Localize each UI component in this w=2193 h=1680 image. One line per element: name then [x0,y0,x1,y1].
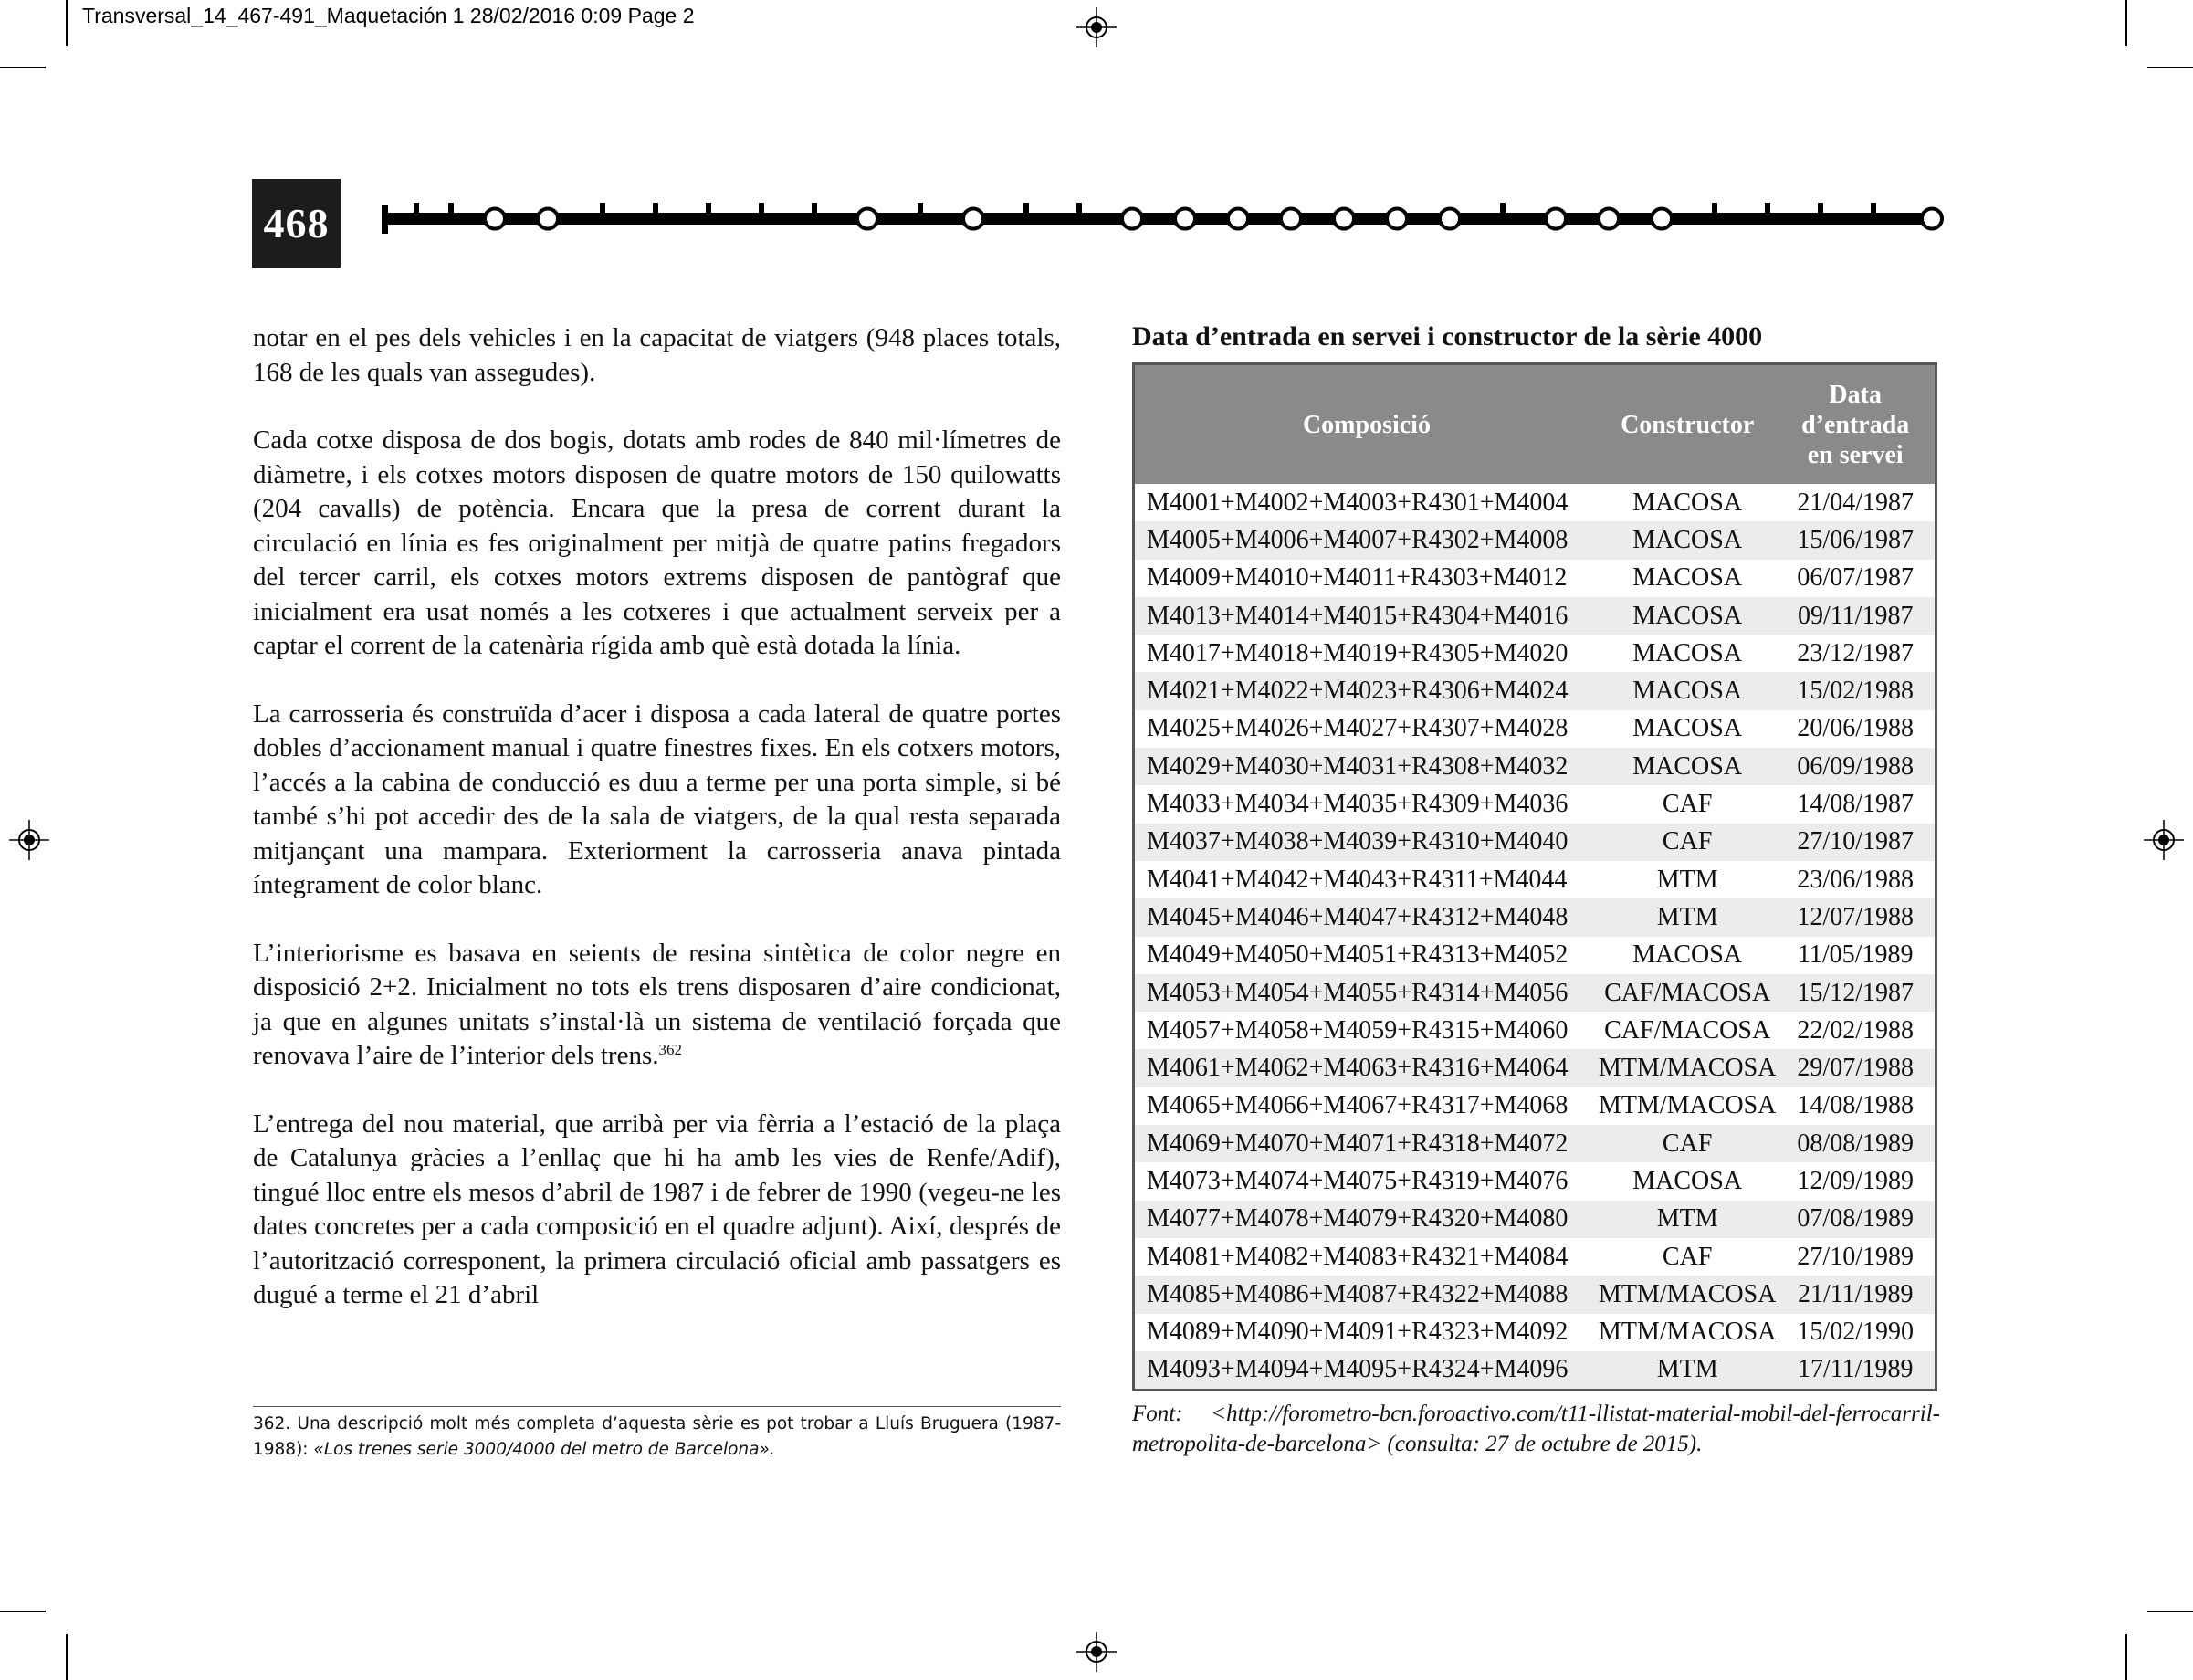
table-row [1135,521,1935,559]
track-tick [1023,203,1029,215]
registration-mark-left [9,820,49,860]
cell-constructor: MACOSA [1632,563,1743,593]
cell-composition: M4053+M4054+M4055+R4314+M4056 [1135,974,1599,1012]
station-circle [1599,209,1619,229]
cell-constructor: MTM/MACOSA [1599,1276,1776,1313]
cell-service-date: 07/08/1989 [1776,1201,1935,1238]
table-row [1135,672,1935,709]
track-tick [759,203,764,215]
column-header-constructor: Constructor [1599,365,1776,484]
registration-mark-top [1076,7,1117,47]
body-text [253,321,1061,1347]
table-row [1135,597,1935,635]
registration-mark-bottom [1076,1632,1117,1672]
track-tick [706,203,711,215]
table-row [1135,1125,1935,1162]
table-row [1135,748,1935,785]
cell-composition: M4029+M4030+M4031+R4308+M4032 [1135,748,1599,785]
table-source: Font: <http://forometro-bcn.foroactivo.com/t11-llistat-material-mobil-del-ferrocarril-metropolita-de-barcelona> (consulta: 27 de octubre de 2015). [1132,1402,1940,1456]
cell-service-date: 20/06/1988 [1797,714,1914,743]
cell-constructor: CAF [1599,824,1776,861]
cell-composition: M4061+M4062+M4063+R4316+M4064 [1135,1049,1599,1087]
station-circle [1387,209,1407,229]
cell-constructor: CAF [1599,1125,1776,1162]
cell-constructor: MACOSA [1599,748,1776,785]
cell-composition: M4045+M4046+M4047+R4312+M4048 [1135,898,1599,936]
table-row [1135,1351,1935,1389]
cell-constructor: MTM [1599,1201,1776,1238]
track-tick [812,203,817,215]
cell-composition: M4005+M4006+M4007+R4302+M4008 [1135,521,1599,559]
cell-service-date: 14/08/1987 [1797,790,1914,819]
cell-service-date: 27/10/1989 [1797,1242,1914,1271]
paragraph: L’entrega del nou material, que arribà per via fèrria a l’estació de la plaça de Catalunya gràcies a l’enllaç que hi ha amb les vies de Renfe/Adif), tingué lloc entre els mesos d’abril de 1987 i de febrer de 1990 (vegeu-ne les dates concretes per a cada composició en el quadre adjunt). Així, després de l’autorització corresponent, la primera circulació oficial amb passatgers es dugué a terme el 21 d’abril [253,1108,1061,1309]
cell-service-date: 09/11/1987 [1776,597,1935,635]
station-circle [485,209,505,229]
cell-composition: M4033+M4034+M4035+R4309+M4036 [1147,790,1569,819]
cell-composition: M4025+M4026+M4027+R4307+M4028 [1147,714,1569,743]
table-row [1135,937,1935,974]
station-circle [1228,209,1248,229]
table-row [1135,785,1935,823]
cell-composition: M4017+M4018+M4019+R4305+M4020 [1147,638,1569,667]
table-row [1135,484,1935,521]
table-row [1135,824,1935,861]
cell-composition: M4069+M4070+M4071+R4318+M4072 [1135,1125,1599,1162]
cell-composition: M4057+M4058+M4059+R4315+M4060 [1147,1015,1569,1045]
station-circle [1175,209,1195,229]
track-tick [653,203,658,215]
paragraph [253,937,1061,1074]
cell-constructor: MACOSA [1632,1166,1743,1195]
cell-constructor: MTM/MACOSA [1598,1318,1777,1347]
footnote-reference: 362 [658,1041,682,1058]
metro-line-decoration [382,194,1945,248]
cell-constructor: MTM/MACOSA [1599,1049,1776,1087]
station-circle [1546,209,1566,229]
paragraph: La carrosseria és construïda d’acer i disposa a cada lateral de quatre portes dobles d’accionament manual i quatre finestres fixes. En els cotxers motors, l’accés a la cabina de conducció es duu a terme per una porta simple, si bé també s’hi pot accedir des de la sala de viatgers, de la qual resta separada mitjançant una mampara. Exteriorment la carrosseria anava pintada íntegrament de color blanc. [253,698,1061,899]
cell-service-date: 23/12/1987 [1797,638,1914,667]
cell-service-date: 15/06/1987 [1776,521,1935,559]
cell-service-date: 15/02/1988 [1776,672,1935,709]
cell-composition: M4077+M4078+M4079+R4320+M4080 [1135,1201,1599,1238]
table-row [1135,974,1935,1012]
station-circle [1652,209,1672,229]
footnote-cited-title: «Los trenes serie 3000/4000 del metro de Barcelona». [313,1440,775,1459]
cell-composition: M4065+M4066+M4067+R4317+M4068 [1147,1091,1569,1120]
cell-composition: M4041+M4042+M4043+R4311+M4044 [1147,865,1568,894]
footnote [253,1412,1061,1463]
cell-composition: M4093+M4094+M4095+R4324+M4096 [1135,1351,1599,1389]
cell-constructor: MACOSA [1599,672,1776,709]
cell-service-date: 12/07/1988 [1776,898,1935,936]
column-header-composition: Composició [1135,365,1599,484]
cell-constructor: MTM [1599,1351,1776,1389]
cell-composition: M4085+M4086+M4087+R4322+M4088 [1135,1276,1599,1313]
station-circle [1922,209,1942,229]
cell-service-date: 29/07/1988 [1776,1049,1935,1087]
series-4000-table [1132,362,1937,1391]
track-tick [918,203,923,215]
cell-constructor: CAF/MACOSA [1599,974,1776,1012]
paragraph: Cada cotxe disposa de dos bogis, dotats amb rodes de 840 mil·límetres de diàmetre, i els cotxes motors disposen de quatre motors de 150 quilowatts (204 cavalls) de potència. Encara que la presa de corrent durant la circulació en línia es fes originalment per mitjà de quatre patins fregadors del tercer carril, els cotxes motors extrems disposen de pantògraf que inicialment era usat només a les cotxeres i que actualment serveix per a captar el corrent de la catenària rígida amb què està dotada la línia. [253,425,1061,660]
footnote-text: 362. Una descripció molt més completa d’aquesta sèrie es pot trobar a Lluís Bruguera (1987-1988): [253,1414,1061,1459]
table-row [1135,1087,1935,1125]
cell-composition: M4001+M4002+M4003+R4301+M4004 [1147,488,1569,517]
cell-constructor: MACOSA [1632,940,1743,970]
station-circle [857,209,877,229]
footnote-divider [253,1406,1061,1407]
table-row [1135,1012,1935,1049]
column-header-service-date: Data d’entrada en servei [1776,365,1935,484]
table-row [1135,861,1935,898]
cell-service-date: 14/08/1988 [1797,1091,1914,1120]
cell-composition: M4089+M4090+M4091+R4323+M4092 [1147,1318,1569,1347]
cell-service-date: 15/02/1990 [1797,1318,1914,1347]
track-tick [1712,203,1717,215]
cell-service-date: 08/08/1989 [1776,1125,1935,1162]
cell-constructor: MACOSA [1632,638,1743,667]
table-row [1135,710,1935,748]
cell-constructor: MTM [1656,865,1718,894]
cell-service-date: 23/06/1988 [1797,865,1914,894]
paragraph-text: L’interiorisme es basava en seients de resina sintètica de color negre en disposició 2+2. Inicialment no tots els trens disposaren d’aire condicionat, ja que en algunes unitats s’instal·là un sistema de ventilació forçada que renovava l’aire de l’interior dels trens. [253,938,1061,1070]
station-circle [538,209,558,229]
cell-service-date: 11/05/1989 [1797,940,1914,970]
cell-constructor: CAF [1662,790,1713,819]
station-circle [1440,209,1460,229]
cell-service-date: 27/10/1987 [1776,824,1935,861]
track-tick [448,203,454,215]
track-tick [1818,203,1823,215]
cell-constructor: MTM/MACOSA [1598,1091,1777,1120]
paragraph: notar en el pes dels vehicles i en la capacitat de viatgers (948 places totals, 168 de les quals van assegudes). [253,323,1061,387]
registration-mark-right [2144,820,2184,860]
cell-constructor: MACOSA [1599,597,1776,635]
cell-composition: M4037+M4038+M4039+R4310+M4040 [1135,824,1599,861]
table-row [1135,1201,1935,1238]
cell-service-date: 06/09/1988 [1776,748,1935,785]
cell-service-date: 22/02/1988 [1797,1015,1914,1045]
table-title: Data d’entrada en servei i constructor de la sèrie 4000 [1132,321,1763,352]
cell-composition: M4009+M4010+M4011+R4303+M4012 [1147,563,1568,593]
table-row [1135,1238,1935,1276]
table-row [1135,1049,1935,1087]
cell-constructor: CAF/MACOSA [1604,1015,1771,1045]
cell-composition: M4021+M4022+M4023+R4306+M4024 [1135,672,1599,709]
table-row [1135,560,1935,597]
table-row [1135,1162,1935,1200]
station-circle [1281,209,1301,229]
cell-service-date: 21/11/1989 [1776,1276,1935,1313]
cell-service-date: 12/09/1989 [1797,1166,1914,1195]
cell-composition: M4013+M4014+M4015+R4304+M4016 [1135,597,1599,635]
table-row [1135,1314,1935,1351]
station-circle [1122,209,1142,229]
cell-composition: M4081+M4082+M4083+R4321+M4084 [1147,1242,1569,1271]
track-tick [1765,203,1770,215]
cell-service-date: 15/12/1987 [1776,974,1935,1012]
table-row [1135,635,1935,672]
page-number: 468 [252,179,341,268]
cell-constructor: MTM [1599,898,1776,936]
track-tick [1871,203,1876,215]
track-tick [1500,203,1506,215]
track-tick [600,203,605,215]
cell-constructor: MACOSA [1632,488,1743,517]
cell-constructor: MACOSA [1599,521,1776,559]
table-row [1135,1276,1935,1313]
track-tick [1076,203,1082,215]
print-slug: Transversal_14_467-491_Maquetación 1 28/02/2016 0:09 Page 2 [82,4,695,27]
cell-constructor: MACOSA [1632,714,1743,743]
cell-service-date: 21/04/1987 [1797,488,1914,517]
station-circle [963,209,983,229]
cell-composition: M4049+M4050+M4051+R4313+M4052 [1147,940,1569,970]
station-circle [1334,209,1354,229]
table-row [1135,898,1935,936]
track-tick [414,203,419,215]
cell-composition: M4073+M4074+M4075+R4319+M4076 [1147,1166,1569,1195]
cell-service-date: 17/11/1989 [1776,1351,1935,1389]
cell-constructor: CAF [1662,1242,1713,1271]
table-header-row [1135,365,1935,484]
cell-service-date: 06/07/1987 [1797,563,1914,593]
